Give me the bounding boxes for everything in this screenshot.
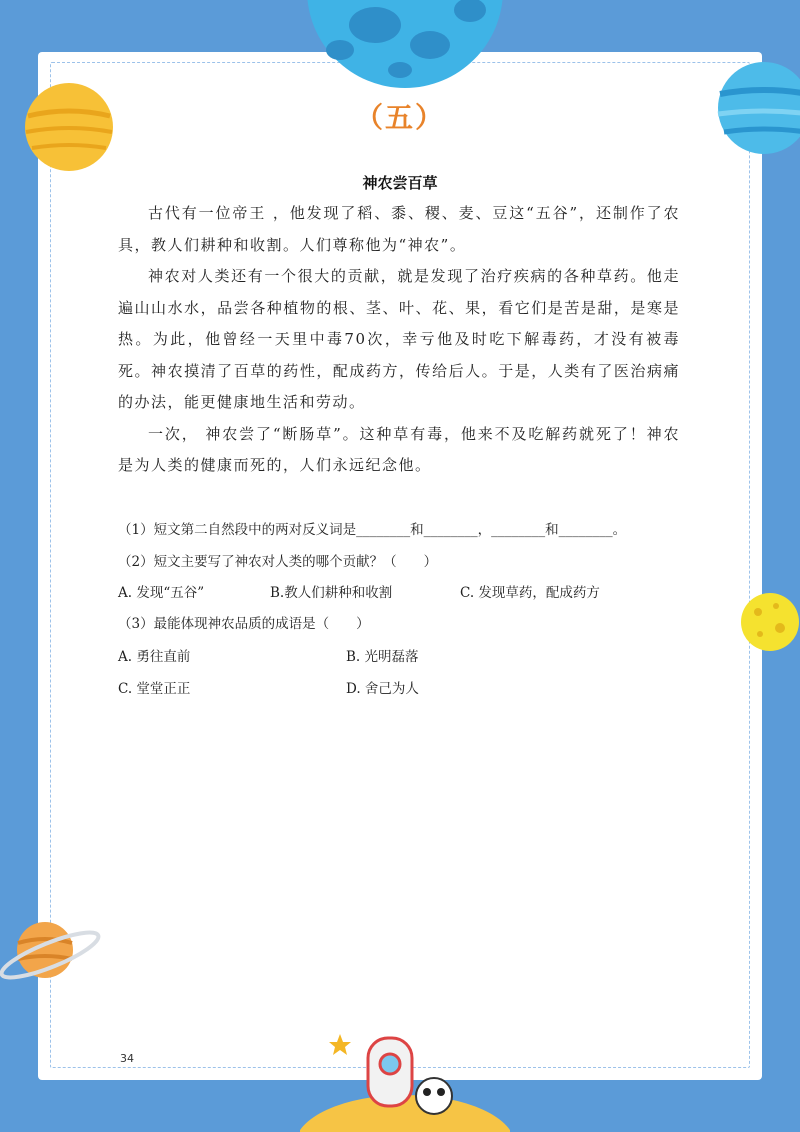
question-3-option-c: C. 堂堂正正 <box>118 681 191 697</box>
question-2-option-b: B.教人们耕种和收割 <box>270 585 393 601</box>
story-paragraph: 古代有一位帝王 ，他发现了稻、黍、稷、麦、豆这“五谷”，还制作了农具，教人们耕种和收割。人们尊称他为“神农”。 <box>118 204 680 254</box>
question-3-option-a: A. 勇往直前 <box>118 649 191 665</box>
story-body <box>118 198 680 482</box>
question-3-option-d: D. 舍己为人 <box>346 681 419 697</box>
question-2-option-c: C. 发现草药，配成药方 <box>460 585 600 601</box>
rocket-with-panda-icon <box>300 1020 510 1132</box>
yellow-moon-icon <box>738 590 800 654</box>
chapter-label: （五） <box>354 101 445 134</box>
story-paragraph: 神农对人类还有一个很大的贡献，就是发现了治疗疾病的各种草药。他走遍山山水水，品尝各种植物的根、茎、叶、花、果，看它们是苦是甜，是寒是热。为此，他曾经一天里中毒70次，幸亏他及时吃下解毒药，才没有被毒死。神农摸清了百草的药性，配成药方，传给后人。于是，人类有了医治病痛的办法，能更健康地生活和劳动。 <box>118 267 680 411</box>
blue-cratered-planet-icon <box>280 0 530 90</box>
question-2-option-a: A. 发现“五谷” <box>118 585 205 601</box>
story-paragraph: 一次， 神农尝了“断肠草”。这种草有毒，他来不及吃解药就死了！神农是为人类的健康而死的，人们永远纪念他。 <box>118 424 680 474</box>
question-3: （3）最能体现神农品质的成语是（ ） <box>118 616 370 632</box>
story-title: 神农尝百草 <box>362 174 438 192</box>
question-3-option-b: B. 光明磊落 <box>346 649 419 665</box>
question-2: （2）短文主要写了神农对人类的哪个贡献？（ ） <box>118 554 438 570</box>
page-number: 34 <box>120 1052 134 1065</box>
orange-ringed-planet-icon <box>0 905 110 1005</box>
question-1: （1）短文第二自然段中的两对反义词是________和________，________和________。 <box>118 522 627 538</box>
